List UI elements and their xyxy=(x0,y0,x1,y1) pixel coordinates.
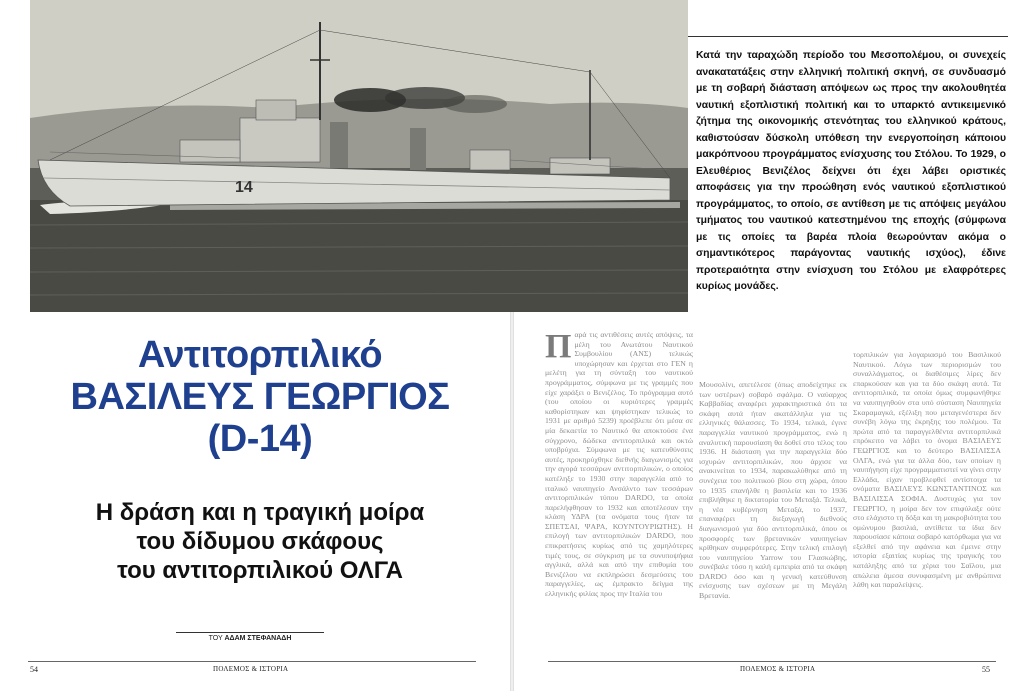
left-magazine-name: ΠΟΛΕΜΟΣ & ΙΣΤΟΡΙΑ xyxy=(213,665,289,673)
author-name: ΑΔΑΜ ΣΤΕΦΑΝΑΔΗ xyxy=(224,635,292,642)
subheadline-line-3: του αντιτορπιλικού ΟΛΓΑ xyxy=(117,557,403,584)
intro-rule xyxy=(688,36,1008,37)
subheadline-line-2: του δίδυμου σκάφους xyxy=(136,528,384,555)
destroyer-illustration xyxy=(30,0,688,312)
column-1-text: αρά τις αντιθέσεις αυτές απόψεις, τα μέλη του Ανωτάτου Ναυτικού Συμβουλίου (ΑΝΣ) τελικώς υποχώρησαν και έρχεται στο ΓΕΝ η μελέτη για τη σύνταξη του ναυτικού προγράμματος, σύμφωνα με τις γραμμές που είχε χαράξει ο Βενιζέλος. Το πρόγραμμα αυτό (του οποίου οι κυριότερες γραμμές καθορίστηκαν και ψηφίστηκαν τελικώς το 1931 με αριθμό 5239) προέβλεπε ότι μέσα σε μία δεκαετία το Ναυτικό θα αποκτούσε ένα σύγχρονο, δώδεκα αντιτορπιλικά και οκτώ υποβρύχια. Σύμφωνα με τις κατευθύνσεις αυτές, προκηρύχθηκε διεθνής διαγωνισμός για την αγορά τεσσάρων αντιτορπιλικών, ο οποίος κατέληξε το 1930 στην παραγγελία από το ιταλικό ναυπηγείο Ανσάλντο των τεσσάρων αντιτορπιλικών τύπου DARDO, τα οποία παρελήφθησαν το 1932 και αποτέλεσαν την κλάση ΥΔΡΑ (τα ονόματα τους ήταν τα ΣΠΕΤΣΑΙ, ΨΑΡΑ, ΚΟΥΝΤΟΥΡΙΩΤΗΣ). Η επιλογή των αντιτορπιλικών DARDO, που επικρατήσεις κυρίως από τις χαμηλότερες τιμές τους, σε σύγκριση με τα συνυποψήφια αγγλικά, αλλά και από την επιθυμία του Βενιζέλου να εκπληρώσει δεσμεύσεις του παραγγελίες, ως έμπρακτο δείγμα της ελληνικής φιλίας προς την Ιταλία του xyxy=(545,330,693,599)
article-subheadline xyxy=(40,498,480,585)
body-column-1 xyxy=(545,330,693,599)
headline-line-1: Αντιτορπιλικό xyxy=(137,334,383,376)
right-magazine-name: ΠΟΛΕΜΟΣ & ΙΣΤΟΡΙΑ xyxy=(740,665,816,673)
hull-number: 14 xyxy=(235,179,253,196)
subheadline-line-1: Η δράση και η τραγική μοίρα xyxy=(95,499,425,526)
headline-line-3: (D-14) xyxy=(207,418,313,460)
author-prefix: ΤΟΥ xyxy=(208,635,223,642)
column-2-text: Μουσολίνι, απετέλεσε (όπως αποδείχτηκε εκ των υστέρων) σοβαρό σφάλμα. Ο ναύαρχος Καββαδίας αναφέρει χαρακτηριστικά ότι τα σκάφη αυτά ήταν ακατάλληλα για τις ελληνικές θάλασσες. Το 1934, τελικά, έγινε παραγγελία ναυτικού προγράμματος, ενώ η αναλυτική παρουσίαση θα δοθεί στο τέλος του 1936. Η διάσταση για την παραγγελία δύο ισχυρών αντιτορπιλικών, που άρχισε να ανακινείται το 1934, παρακωλύθηκε από τη συνέχεια του πολιτικού βίου στη χώρα, όπου το 1935 επανήλθε η βασιλεία και το 1936 επιβλήθηκε η δικτατορία του Μεταξά. Τελικά, η νέα κυβέρνηση Μεταξά, το 1937, επαναφέρει τη διεξαγωγή διεθνούς διαγωνισμού για δύο αντιτορπιλικά, όπου οι προσφορές των βρετανικών ναυπηγείων κρίθηκαν συμφερότερες. Στην τελική επιλογή του ναυπηγείου Yarrow του Γλασκώβης, συνέβαλε τόσο η καλή εμπειρία από τα σκάφη DARDO όσο και η γενική κατεύθυνση ενίσχυσης των σχέσεων με τη Μεγάλη Βρετανία. xyxy=(699,380,847,601)
right-page-number: 55 xyxy=(982,665,990,674)
body-column-3 xyxy=(853,350,1001,590)
dropcap: Π xyxy=(545,328,572,365)
destroyer-photo xyxy=(30,0,688,312)
left-footer-rule xyxy=(28,661,476,662)
column-3-text: τορπιλικών για λογαριασμό του Βασιλικού Ναυτικού. Λόγω των περιορισμών του συναλλάγματος, οι διαθέσιμες λίρες δεν επαρκούσαν και για τα δύο σκάφη αυτά. Τα αντιτορπιλικά, τα οποία όμως συμφωνήθηκε να ναυπηγηθούν στα υπό σύσταση Ναυπηγεία Σκαραμαγκά, εξέλιξη που μεταγενέστερα δεν συνέβη λόγω της έκρηξης του πολέμου. Τα πρώτα από τα παραγγελθέντα αντιτορπιλικά επρόκειτο να λάβει το όνομα ΒΑΣΙΛΕΥΣ ΓΕΩΡΓΙΟΣ και το δεύτερο ΒΑΣΙΛΙΣΣΑ ΟΛΓΑ, ενώ για τα άλλα δύο, των οποίων η ναυπήγηση είχε προγραμματιστεί να γίνει στην Ελλάδα, είχαν προβλεφθεί αντίστοιχα τα ονόματα ΒΑΣΙΛΕΥΣ ΚΩΝΣΤΑΝΤΙΝΟΣ και ΒΑΣΙΛΙΣΣΑ ΣΟΦΙΑ. Δυστυχώς για τον ΓΕΩΡΓΙΟ, η μοίρα δεν τον επιφύλαξε ούτε στο ελάχιστο τη δόξα και τη μακροβιότητα του ομώνυμου βασιλιά, αντίθετα τα ίδια δεν παρουσίασε κάποια σοβαρό κατόρθωμα για να εξελθεί από την αφάνεια και έμεινε στην ιστορία εξαιτίας κυρίως της τραγικής του κατάληξης από τα χέρια του Σαΐλου, μια απώλεια άμεσα συνυφασμένη με ανθρώπινα λάθη και παραλείψεις. xyxy=(853,350,1001,590)
article-headline xyxy=(40,334,480,460)
right-footer-rule xyxy=(548,661,996,662)
headline-line-2: ΒΑΣΙΛΕΥΣ ΓΕΩΡΓΙΟΣ xyxy=(70,376,450,418)
intro-paragraph: Κατά την ταραχώδη περίοδο του Μεσοπολέμου, οι συνεχείς ανακατατάξεις στην ελληνική πολιτική σκηνή, σε συνδυασμό με τη σοβαρή διάσταση απόψεων ως προς την ακολουθητέα ναυτική εξοπλιστική πολιτική και το υπαρκτό αντικειμενικό ζήτημα της οικονομικής στενότητας του ελληνικού κράτους, καθιστούσαν δύσκολη υπόθεση την ενεργοποίηση κάποιου μακρόπνοου προγράμματος ενίσχυσης του Στόλου. Το 1929, ο Ελευθέριος Βενιζέλος δείχνει ότι έχει λάβει οριστικές αποφάσεις για την προώθηση ενός ναυτικού εξοπλιστικού προγράμματος, το οποίο, σε αντίθεση με τις απόψεις μεγάλου τμήματος του ναυτικού κατεστημένου της εποχής (σύμφωνα με τις οποίες τα βαρέα πλοία θεωρούνταν ακόμα ο σημαντικότερος παράγοντας ναυτικής ισχύος), έδινε προτεραιότητα στην ενίσχυση του Στόλου με ελαφρότερες κυρίως μονάδες. xyxy=(696,50,1006,292)
author-byline xyxy=(176,632,324,642)
left-page-number: 54 xyxy=(30,665,38,674)
body-column-2 xyxy=(699,380,847,601)
